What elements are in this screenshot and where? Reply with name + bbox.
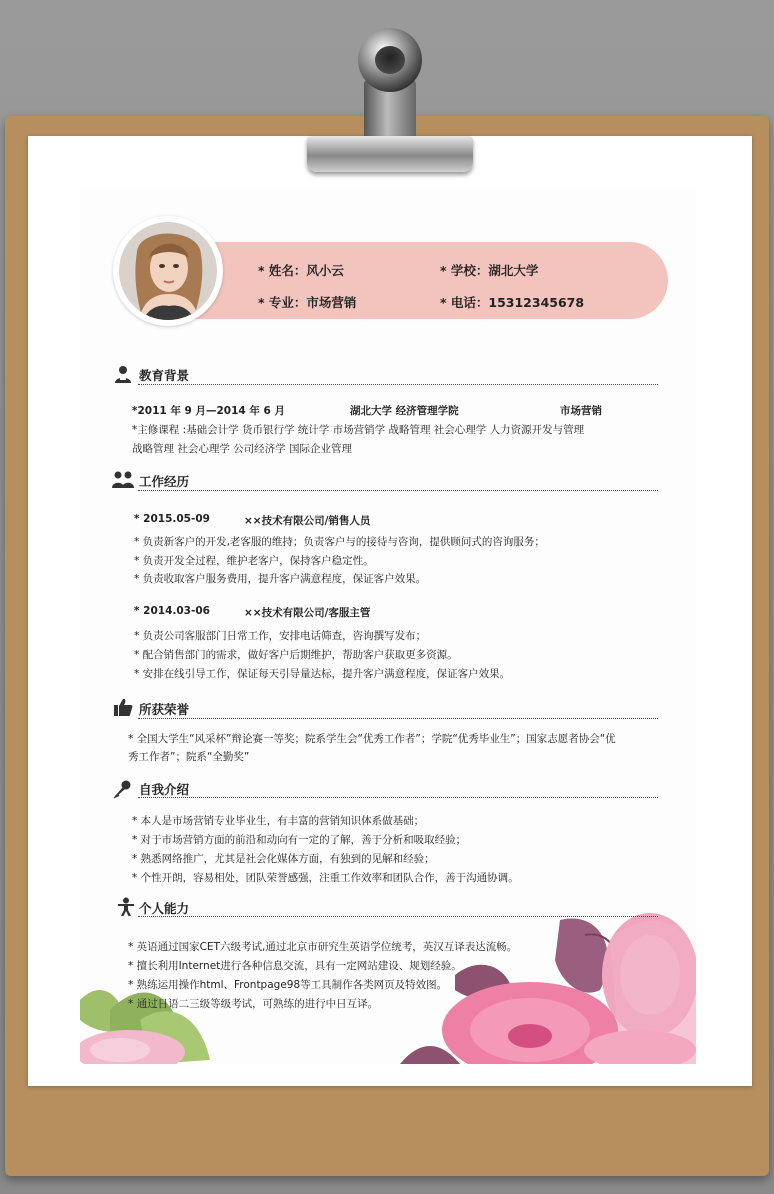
work-title: 工作经历	[139, 474, 190, 489]
education-title: 教育背景	[139, 368, 190, 383]
phone-field: * 电话：15312345678	[440, 295, 585, 310]
education-period: *2011 年 9 月—2014 年 6 月	[132, 405, 285, 417]
divider	[138, 490, 658, 491]
list-item: * 负责收取客户服务费用，提升客户满意程度，保证客户效果。	[134, 573, 427, 585]
avatar	[113, 216, 223, 326]
people-icon	[111, 469, 135, 489]
job-date: * 2015.05-09	[134, 513, 210, 525]
job-company: ××技术有限公司/销售人员	[244, 515, 371, 527]
divider	[138, 384, 658, 385]
education-courses: *主修课程 :基础会计学 货币银行学 统计学 市场营销学 战略管理 社会心理学 人力资源开发与管理	[132, 424, 585, 436]
list-item: * 本人是市场营销专业毕业生，有丰富的营销知识体系做基础；	[132, 815, 425, 827]
job-date: * 2014.03-06	[134, 605, 210, 617]
intro-title: 自我介绍	[139, 782, 190, 797]
list-item: * 个性开朗，容易相处，团队荣誉感强，注重工作效率和团队合作，善于沟通协调。	[132, 872, 519, 884]
name-field: * 姓名：风小云	[258, 263, 344, 278]
skills-title: 个人能力	[139, 901, 190, 916]
list-item: * 擅长利用Internet进行各种信息交流，具有一定网站建设、规划经验。	[128, 960, 462, 972]
honors-text: * 全国大学生“风采杯”辩论赛一等奖；院系学生会“优秀工作者”；学院“优秀毕业生”；国家志愿者协会“优	[128, 733, 616, 745]
education-school: 湖北大学 经济管理学院	[350, 405, 459, 417]
figure-icon	[116, 897, 136, 917]
clip-hole	[375, 46, 405, 74]
list-item: * 熟练运用操作html、Frontpage98等工具制作各类网页及特效图。	[128, 979, 448, 991]
list-item: * 通过日语二三级等级考试，可熟练的进行中日互译。	[128, 998, 379, 1010]
list-item: * 负责开发全过程，维护老客户，保持客户稳定性。	[134, 555, 374, 567]
microphone-icon	[112, 779, 132, 799]
major-field: * 专业：市场营销	[258, 295, 357, 310]
list-item: * 熟悉网络推广，尤其是社会化媒体方面，有独到的见解和经验；	[132, 853, 435, 865]
honors-title: 所获荣誉	[139, 702, 190, 717]
divider	[138, 718, 658, 719]
honors-text-cont: 秀工作者”；院系“全勤奖”	[128, 751, 250, 763]
clip-base	[307, 136, 473, 172]
education-courses-cont: 战略管理 社会心理学 公司经济学 国际企业管理	[132, 443, 353, 455]
job-company: ××技术有限公司/客服主管	[244, 607, 371, 619]
list-item: * 对于市场营销方面的前沿和动向有一定的了解，善于分析和吸取经验；	[132, 834, 467, 846]
list-item: * 负责新客户的开发,老客服的维持；负责客户与的接待与咨询，提供顾问式的咨询服务；	[134, 536, 545, 548]
list-item: * 英语通过国家CET六级考试,通过北京市研究生英语学位统考，英汉互译表达流畅。	[128, 941, 518, 953]
list-item: * 安排在线引导工作，保证每天引导量达标，提升客户满意程度，保证客户效果。	[134, 668, 511, 680]
school-field: * 学校：湖北大学	[440, 263, 539, 278]
list-item: * 负责公司客服部门日常工作，安排电话筛查，咨询撰写发布；	[134, 630, 427, 642]
divider	[138, 797, 658, 798]
person-icon	[113, 364, 133, 384]
list-item: * 配合销售部门的需求，做好客户后期维护，帮助客户获取更多资源。	[134, 649, 458, 661]
education-major: 市场营销	[560, 405, 602, 417]
thumbs-up-icon	[113, 697, 133, 717]
divider	[138, 916, 658, 917]
